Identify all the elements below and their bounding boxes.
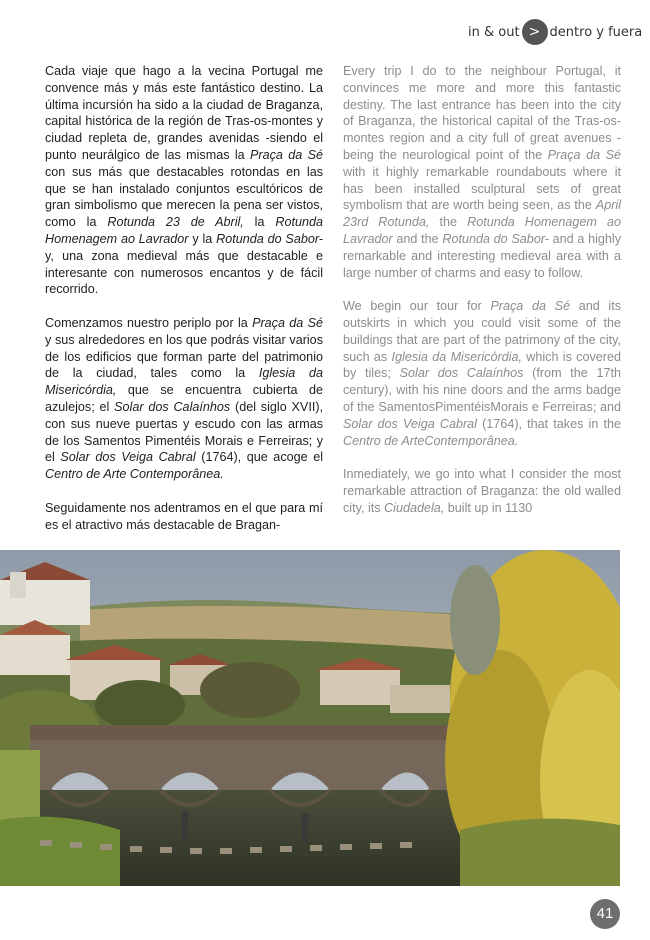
emphasized-term: Solar dos Calaínhos — [399, 366, 524, 381]
emphasized-term: Rotunda do Sabor- — [442, 231, 549, 246]
emphasized-term: Solar dos Veiga Cabral — [60, 450, 196, 465]
english-paragraph-1 — [343, 63, 621, 281]
header-right: dentro y fuera — [549, 24, 643, 40]
section-header — [468, 18, 642, 46]
emphasized-term: Solar dos Calaínhos — [114, 399, 231, 414]
english-column — [343, 63, 621, 533]
text-run: y, una zona medieval más que destacable e interesante con numerosos encantos y de fácil recorrido. — [45, 248, 323, 297]
emphasized-term: Praça da Sé — [250, 147, 324, 162]
emphasized-term: Centro de Arte Contemporânea. — [45, 467, 224, 482]
text-run: the — [429, 215, 468, 230]
text-run: (del siglo XVII), con sus nueve puertas y escudo con las armas de los Samentos Pimentéis Morais e Ferreiras; y el — [45, 399, 324, 465]
spanish-paragraph-1 — [45, 63, 323, 298]
english-paragraph-2 — [343, 298, 621, 449]
emphasized-term: Solar dos Veiga Cabral — [343, 416, 477, 431]
emphasized-term: Rotunda do Sabor- — [216, 231, 323, 246]
emphasized-term: Ciudadela, — [384, 500, 445, 515]
emphasized-term: April 23rd Rotunda, — [343, 198, 621, 230]
bridge-river-photo — [0, 550, 620, 886]
text-run: and a highly remarkable and interesting medieval area with a large number of charms and easy to follow. — [343, 231, 621, 280]
text-run: Cada viaje que hago a la vecina Portugal me convence más y más este fantástico destino. La última incursión ha sido a la ciudad de Braganza, capital histórica de la región de Tras-os-montes y ciudad repleta de, grandes avenidas -siendo el punto neurálgico de las mismas la — [45, 64, 323, 162]
emphasized-term: Iglesia da Misericórdia, — [391, 349, 522, 364]
text-run: (1764), que acoge el — [195, 450, 324, 465]
emphasized-term: Rotunda Homenagem ao Lavrador — [45, 215, 323, 246]
text-run: Comenzamos nuestro periplo por la — [45, 315, 253, 330]
emphasized-term: Centro de ArteContemporânea. — [343, 433, 519, 448]
text-run: la — [243, 215, 276, 230]
header-left: in & out — [468, 24, 520, 40]
spanish-paragraph-3 — [45, 500, 323, 534]
text-run: and the — [392, 231, 443, 246]
photo-illustration — [0, 550, 620, 886]
spanish-column — [45, 63, 323, 550]
text-run: (1764), that takes in the — [476, 416, 621, 431]
emphasized-term: Rotunda Homenagem ao Lavrador — [343, 215, 621, 246]
text-run: Every trip I do to the neighbour Portugal, it convinces me more and more this fantastic destiny. The last entrance has been into the city of Braganza, the historical capital of the Tras-os-montes region and a city full of great avenues -being the neurological point of the — [343, 64, 621, 162]
header-arrow-badge: > — [522, 19, 548, 45]
text-run: con sus más que destacables rotondas en las que se han instalado conjuntos escultóricos de gran simbolismo que merecen la pena ser vistos, como la — [45, 164, 323, 230]
text-run: (from the 17th century), with his nine doors and the arms badge of the SamentosPimentéisMorais e Ferreiras; and — [343, 366, 621, 414]
text-run: built up in 1130 — [444, 500, 533, 515]
text-run: y la — [188, 231, 217, 246]
emphasized-term: Praça da Sé — [490, 299, 571, 314]
text-run: y sus alrededores en los que podrás visitar varios de los edificios que forman parte del patrimonio de la ciudad, tales como la — [45, 332, 323, 381]
spanish-paragraph-2 — [45, 315, 323, 483]
text-run: Inmediately, we go into what I consider the most remarkable attraction of Braganza: the old walled city, its — [343, 467, 621, 515]
emphasized-term: Praça da Sé — [547, 147, 622, 162]
english-paragraph-3 — [343, 466, 621, 516]
emphasized-term: Iglesia da Misericórdia, — [45, 366, 323, 398]
text-run: Seguidamente nos adentramos en el que para mí es el atractivo más destacable de Bragan- — [45, 500, 323, 532]
text-run: and its outskirts in which you could visit some of the buildings that are part of the patrimony of the city, such as — [343, 299, 621, 364]
text-run: We begin our tour for — [343, 299, 491, 314]
emphasized-term: Praça da Sé — [252, 315, 323, 330]
text-run: que se encuentra cubierta de azulejos; el — [45, 383, 323, 414]
emphasized-term: Rotunda 23 de Abril, — [107, 215, 244, 230]
text-run: with it highly remarkable roundabouts where it has been installed sculptural sets of great symbolism that are worth being seen, as the — [343, 164, 621, 213]
page-number: 41 — [590, 899, 620, 929]
text-run: which is covered by tiles; — [343, 349, 621, 381]
